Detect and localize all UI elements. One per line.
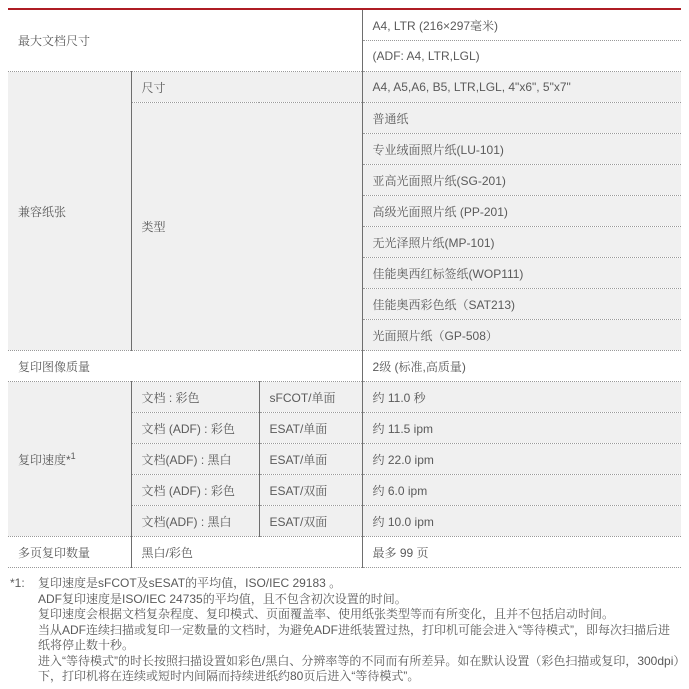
spec-value-paper-type: 亚高光面照片纸(SG-201) (362, 165, 681, 196)
spec-value-paper-type: 佳能奥西红标签纸(WOP111) (362, 258, 681, 289)
spec-value-max-doc-size-2: (ADF: A4, LTR,LGL) (362, 41, 681, 72)
spec-label-copy-speed (8, 382, 131, 537)
spec-value-paper-size: A4, A5,A6, B5, LTR,LGL, 4"x6", 5"x7" (362, 72, 681, 103)
spec-speed-mode: sFCOT/单面 (259, 382, 362, 413)
spec-label-multi-copy: 多页复印数量 (8, 537, 131, 568)
spec-multi-mode: 黑白/彩色 (131, 537, 362, 568)
spec-speed-mode: ESAT/单面 (259, 413, 362, 444)
copy-speed-label-text: 复印速度* (18, 452, 71, 467)
spec-speed-doc: 文档(ADF) : 黑白 (131, 506, 259, 537)
spec-speed-doc: 文档(ADF) : 黑白 (131, 444, 259, 475)
spec-speed-value: 约 6.0 ipm (362, 475, 681, 506)
footnote-line: 进入“等待模式”的时长按照扫描设置如彩色/黑白、分辨率等的不同而有所差异。如在默认设置（彩色扫描或复印，300dpi）下，打印机将在连续或短时内间隔而持续进纸约80页后进入“等待模式”。 (38, 653, 680, 683)
spec-label-paper-type: 类型 (131, 103, 362, 351)
spec-speed-value: 约 22.0 ipm (362, 444, 681, 475)
footnote-line: 复印速度会根据文档复杂程度、复印模式、页面覆盖率、使用纸张类型等而有所变化，且并不包括启动时间。 (38, 607, 615, 621)
spec-label-paper-size: 尺寸 (131, 72, 362, 103)
spec-speed-mode: ESAT/单面 (259, 444, 362, 475)
spec-speed-value: 约 11.0 秒 (362, 382, 681, 413)
spec-table (8, 8, 681, 568)
spec-value-max-doc-size-1: A4, LTR (216×297毫米) (362, 9, 681, 41)
spec-label-copy-quality: 复印图像质量 (8, 351, 362, 382)
footnote (8, 576, 681, 685)
spec-speed-mode: ESAT/双面 (259, 475, 362, 506)
spec-speed-value: 约 10.0 ipm (362, 506, 681, 537)
spec-value-paper-type: 专业绒面照片纸(LU-101) (362, 134, 681, 165)
spec-value-copy-quality: 2级 (标准,高质量) (362, 351, 681, 382)
footnote-body (38, 576, 681, 685)
footnote-ref-1: 1 (70, 450, 76, 461)
spec-value-paper-type: 高级光面照片纸 (PP-201) (362, 196, 681, 227)
spec-speed-doc: 文档 (ADF) : 彩色 (131, 475, 259, 506)
spec-label-max-doc-size: 最大文档尺寸 (8, 9, 362, 72)
spec-value-paper-type: 普通纸 (362, 103, 681, 134)
spec-value-paper-type: 无光泽照片纸(MP-101) (362, 227, 681, 258)
spec-multi-value: 最多 99 页 (362, 537, 681, 568)
footnote-line: ADF复印速度是ISO/IEC 24735的平均值，且不包含初次设置的时间。 (38, 591, 407, 606)
spec-speed-value: 约 11.5 ipm (362, 413, 681, 444)
footnote-marker: *1: (10, 576, 25, 590)
spec-value-paper-type: 光面照片纸（GP-508） (362, 320, 681, 351)
spec-label-compatible-paper: 兼容纸张 (8, 72, 131, 351)
footnote-line: 复印速度是sFCOT及sESAT的平均值，ISO/IEC 29183 。 (38, 576, 342, 590)
spec-speed-mode: ESAT/双面 (259, 506, 362, 537)
footnote-line: 当从ADF连续扫描或复印一定数量的文档时，为避免ADF进纸装置过热，打印机可能会进入“等待模式”，即每次扫描后进纸将停止数十秒。 (38, 622, 670, 652)
spec-value-paper-type: 佳能奥西彩色纸（SAT213) (362, 289, 681, 320)
spec-speed-doc: 文档 : 彩色 (131, 382, 259, 413)
spec-speed-doc: 文档 (ADF) : 彩色 (131, 413, 259, 444)
